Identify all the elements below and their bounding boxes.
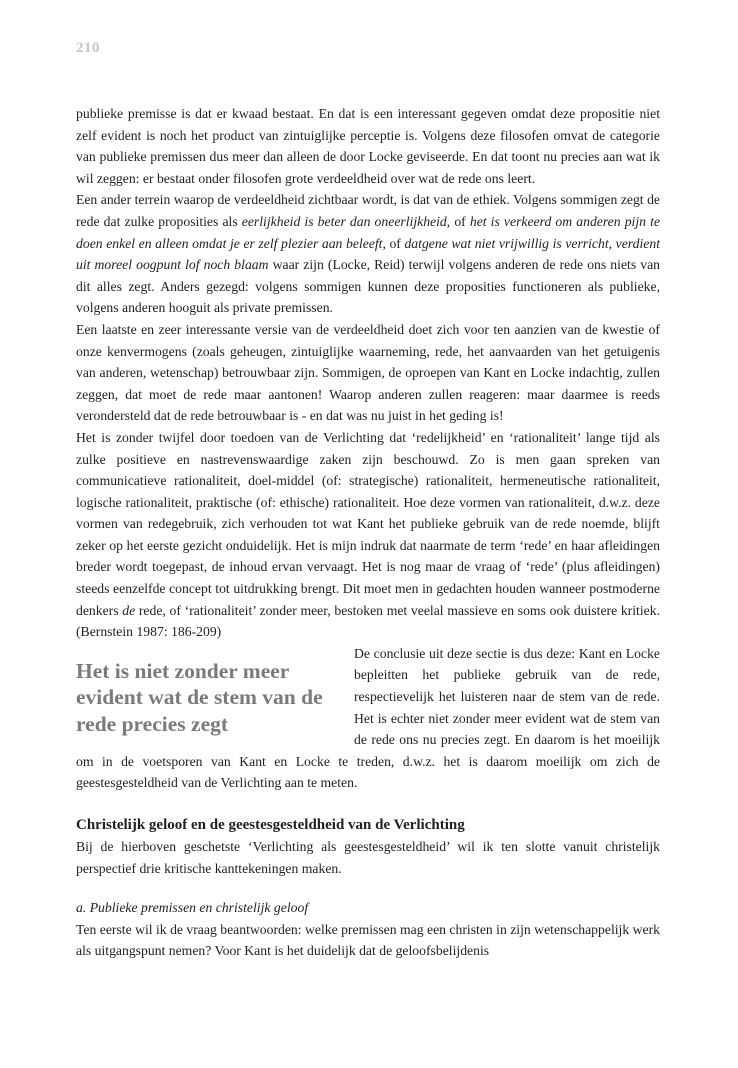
paragraph-6: Bij de hierboven geschetste ‘Verlichting als geestesgesteldheid’ wil ik ten slotte vanuit christelijk perspectief drie kritische kanttekeningen maken. (76, 839, 660, 876)
paragraph-1: publieke premisse is dat er kwaad bestaat. En dat is een interessant gegeven omdat deze propositie niet zelf evident is noch het product van zintuiglijke perceptie is. Volgens deze filosofen omvat de categorie van publieke premissen dus meer dan alleen de door Locke geviseerde. En dat toont nu precies aan wat ik wil zeggen: er bestaat onder filosofen grote verdeeldheid over wat de rede ons leert. (76, 106, 660, 186)
pull-quote-text: Het is niet zonder meer evident wat de stem van de rede precies zegt (76, 658, 323, 736)
subsection-heading: a. Publieke premissen en christelijk geloof (76, 900, 309, 916)
paragraph-4: Het is zonder twijfel door toedoen van de Verlichting dat ‘redelijkheid’ en ‘rationaliteit’ lange tijd als zulke positieve en nastrevenswaardige zaken zijn beschouwd. Zo is men gaan spreken van communicatieve rationaliteit, doel-middel (of: strategische) rationaliteit, hermeneutische rationaliteit, logische rationaliteit, praktische (of: ethische) rationaliteit. Hoe deze vormen van rationaliteit, d.w.z. deze vormen van redegebruik, zich verhouden tot wat Kant het publieke gebruik van de rede noemde, blijft zeker op het eerste gezicht onduidelijk. Het is mijn indruk dat naarmate de term ‘rede’ en haar afleidingen breder wordt toegepast, de inhoud ervan vervaagt. Het is nog maar de vraag of ‘rede’ (plus afleidingen) steeds eenzelfde concept tot uitdrukking brengt. Dit moet men in gedachten houden wanneer postmoderne denkers de rede, of ‘rationaliteit’ zonder meer, bestoken met veelal massieve en soms ook duistere kritiek. (Bernstein 1987: 186-209) (76, 429, 660, 640)
body-text (76, 103, 660, 962)
paragraph-3: Een laatste en zeer interessante versie van de verdeeldheid doet zich voor ten aanzien van de kwestie of onze kenvermogens (zoals geheugen, zintuiglijke waarneming, rede, het aanvaarden van het getuigenis van anderen, wetenschap) betrouwbaar zijn. Sommigen, de oproepen van Kant en Locke indachtig, zullen zeggen, dat moet de rede maar aantonen! Waarop anderen zullen reageren: maar daarmee is reeds verondersteld dat de rede betrouwbaar is - en dat was nu juist in het geding is! (76, 321, 660, 424)
section-heading: Christelijk geloof en de geestesgesteldheid van de Verlichting (76, 817, 465, 833)
page-number: 210 (76, 40, 100, 56)
paragraph-2: Een ander terrein waarop de verdeeldheid zichtbaar wordt, is dat van de ethiek. Volgens sommigen zegt de rede dat zulke proposities als eerlijkheid is beter dan oneerlijkheid, of het is verkeerd om anderen pijn te doen enkel en alleen omdat je er zelf plezier aan beleeft, of datgene wat niet vrijwillig is verricht, verdient uit moreel oogpunt lof noch blaam waar zijn (Locke, Reid) terwijl volgens anderen de rede ons niets van dit alles zegt. Anders gezegd: volgens sommigen kunnen deze proposities functioneren als publieke, volgens anderen hooguit als private premissen. (76, 192, 660, 316)
paragraph-5: De conclusie uit deze sectie is dus deze: Kant en Locke bepleitten het publieke gebruik van de rede, respectievelijk het luisteren naar de stem van de rede. Het is echter niet zonder meer evident wat de stem van de rede ons nu precies zegt. En daarom is het moeilijk om in de voetsporen van Kant en Locke te treden, d.w.z. het is daarom moeilijk om zich de geestesgesteldheid van de Verlichting aan te meten. (76, 645, 660, 791)
paragraph-7: Ten eerste wil ik de vraag beantwoorden: welke premissen mag een christen in zijn wetenschappelijk werk als uitgangspunt nemen? Voor Kant is het duidelijk dat de geloofsbelijdenis (76, 921, 660, 959)
pull-quote (76, 644, 338, 738)
